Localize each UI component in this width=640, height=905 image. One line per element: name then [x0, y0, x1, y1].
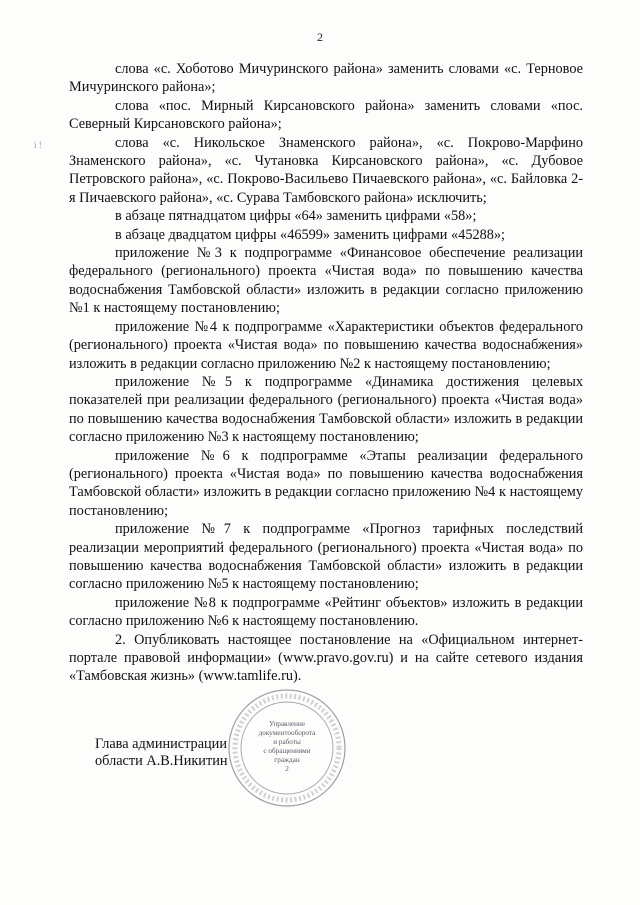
signature-title: Глава администрации: [95, 736, 227, 752]
stamp-line: граждан: [274, 756, 300, 764]
paragraph: слова «пос. Мирный Кирсановского района» заменить словами «пос. Северный Кирсановского района»;: [69, 97, 583, 133]
margin-mark: і !: [34, 140, 42, 150]
stamp-line: с обращениями: [263, 747, 311, 755]
paragraph: в абзаце двадцатом цифры «46599» заменить цифрами «45288»;: [115, 226, 506, 243]
paragraph: 2. Опубликовать настоящее постановление на «Официальном интернет-портале правовой информации» (www.pravo.gov.ru) и на сайте сетевого издания «Тамбовская жизнь» (www.tamlife.ru).: [69, 631, 583, 685]
document-body: [69, 60, 583, 686]
paragraph: приложение №6 к подпрограмме «Этапы реализации федерального (регионального) проекта «Чистая вода» по повышению качества водоснабжения Тамбовской области» изложить в редакции согласно приложению №4 к настоящему постановлению;: [69, 447, 583, 519]
official-stamp: [226, 687, 348, 809]
stamp-line: документооборота: [258, 729, 316, 737]
paragraph: приложение №4 к подпрограмме «Характеристики объектов федерального (регионального) проекта «Чистая вода» по повышению качества водоснабжения» изложить в редакции согласно приложению №2 к настоящему постановлению;: [69, 318, 583, 372]
stamp-line: и работы: [273, 738, 301, 746]
paragraph: приложение №7 к подпрограмме «Прогноз тарифных последствий реализации мероприятий федерального (регионального) проекта «Чистая вода» по повышению качества водоснабжения Тамбовской области» изложить в редакции согласно приложению №5 к настоящему постановлению;: [69, 521, 583, 593]
paragraph: слова «с. Хоботово Мичуринского района» заменить словами «с. Терновое Мичуринского района»;: [69, 61, 583, 96]
page-number: 2: [317, 30, 323, 44]
signature-name: области А.В.Никитин: [95, 753, 228, 769]
paragraph: приложение №8 к подпрограмме «Рейтинг объектов» изложить в редакции согласно приложению №6 к настоящему постановлению.: [69, 594, 583, 630]
paragraph: в абзаце пятнадцатом цифры «64» заменить цифрами «58»;: [115, 208, 477, 225]
signature-block: [95, 736, 228, 770]
paragraph: слова «с. Никольское Знаменского района», «с. Покрово-Марфино Знаменского района», «с. Чутановка Кирсановского района», «с. Дубовое Петровского района», «с. Покрово-Васильево Пичаевского района», «с. Байловка 2-я Пичаевского района», «с. Сурава Тамбовского района» исключить;: [69, 134, 583, 206]
paragraph: приложение №3 к подпрограмме «Финансовое обеспечение реализации федерального (регионального) проекта «Чистая вода» по повышению качества водоснабжения Тамбовской области» изложить в редакции согласно приложению №1 к настоящему постановлению;: [69, 245, 583, 317]
stamp-line: 2: [285, 765, 289, 773]
paragraph: приложение №5 к подпрограмме «Динамика достижения целевых показателей при реализации федерального (регионального) проекта «Чистая вода» по повышению качества водоснабжения Тамбовской области» изложить в редакции согласно приложению №3 к настоящему постановлению;: [69, 373, 583, 446]
stamp-line: Управление: [268, 720, 306, 728]
